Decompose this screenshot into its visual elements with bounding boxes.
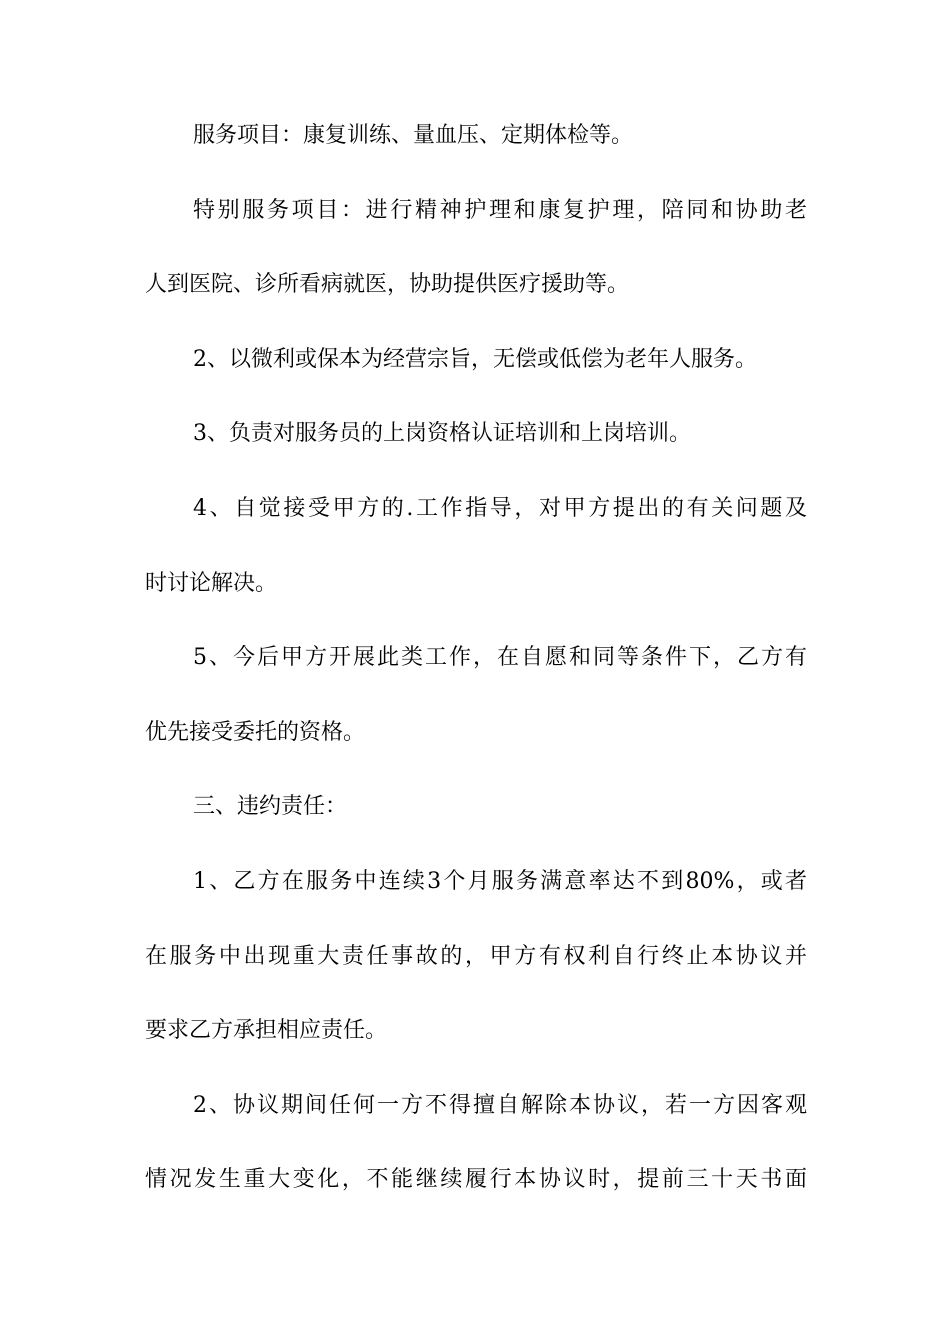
text-line: 时讨论解决。 xyxy=(145,570,278,596)
document-body xyxy=(145,125,807,1244)
text-line: 优先接受委托的资格。 xyxy=(145,719,366,745)
text-line: 人到医院、诊所看病就医，协助提供医疗援助等。 xyxy=(145,272,630,298)
text-line: 情况发生重大变化，不能继续履行本协议时，提前三十天书面 xyxy=(145,1167,807,1193)
text-line: 3、负责对服务员的上岗资格认证培训和上岗培训。 xyxy=(193,421,691,447)
text-line: 4、自觉接受甲方的.工作指导，对甲方提出的有关问题及 xyxy=(193,495,807,521)
text-line: 1、乙方在服务中连续3个月服务满意率达不到80%，或者 xyxy=(193,868,807,894)
section-heading: 三、违约责任： xyxy=(193,794,348,820)
text-line: 2、协议期间任何一方不得擅自解除本协议，若一方因客观 xyxy=(193,1092,807,1118)
text-line: 服务项目：康复训练、量血压、定期体检等。 xyxy=(193,123,634,148)
text-line: 在服务中出现重大责任事故的，甲方有权利自行终止本协议并 xyxy=(145,943,807,969)
text-line: 5、今后甲方开展此类工作，在自愿和同等条件下，乙方有 xyxy=(193,645,807,671)
text-line: 特别服务项目：进行精神护理和康复护理，陪同和协助老 xyxy=(193,197,807,223)
text-line: 2、以微利或保本为经营宗旨，无偿或低偿为老年人服务。 xyxy=(193,346,757,372)
text-line: 要求乙方承担相应责任。 xyxy=(145,1018,388,1044)
